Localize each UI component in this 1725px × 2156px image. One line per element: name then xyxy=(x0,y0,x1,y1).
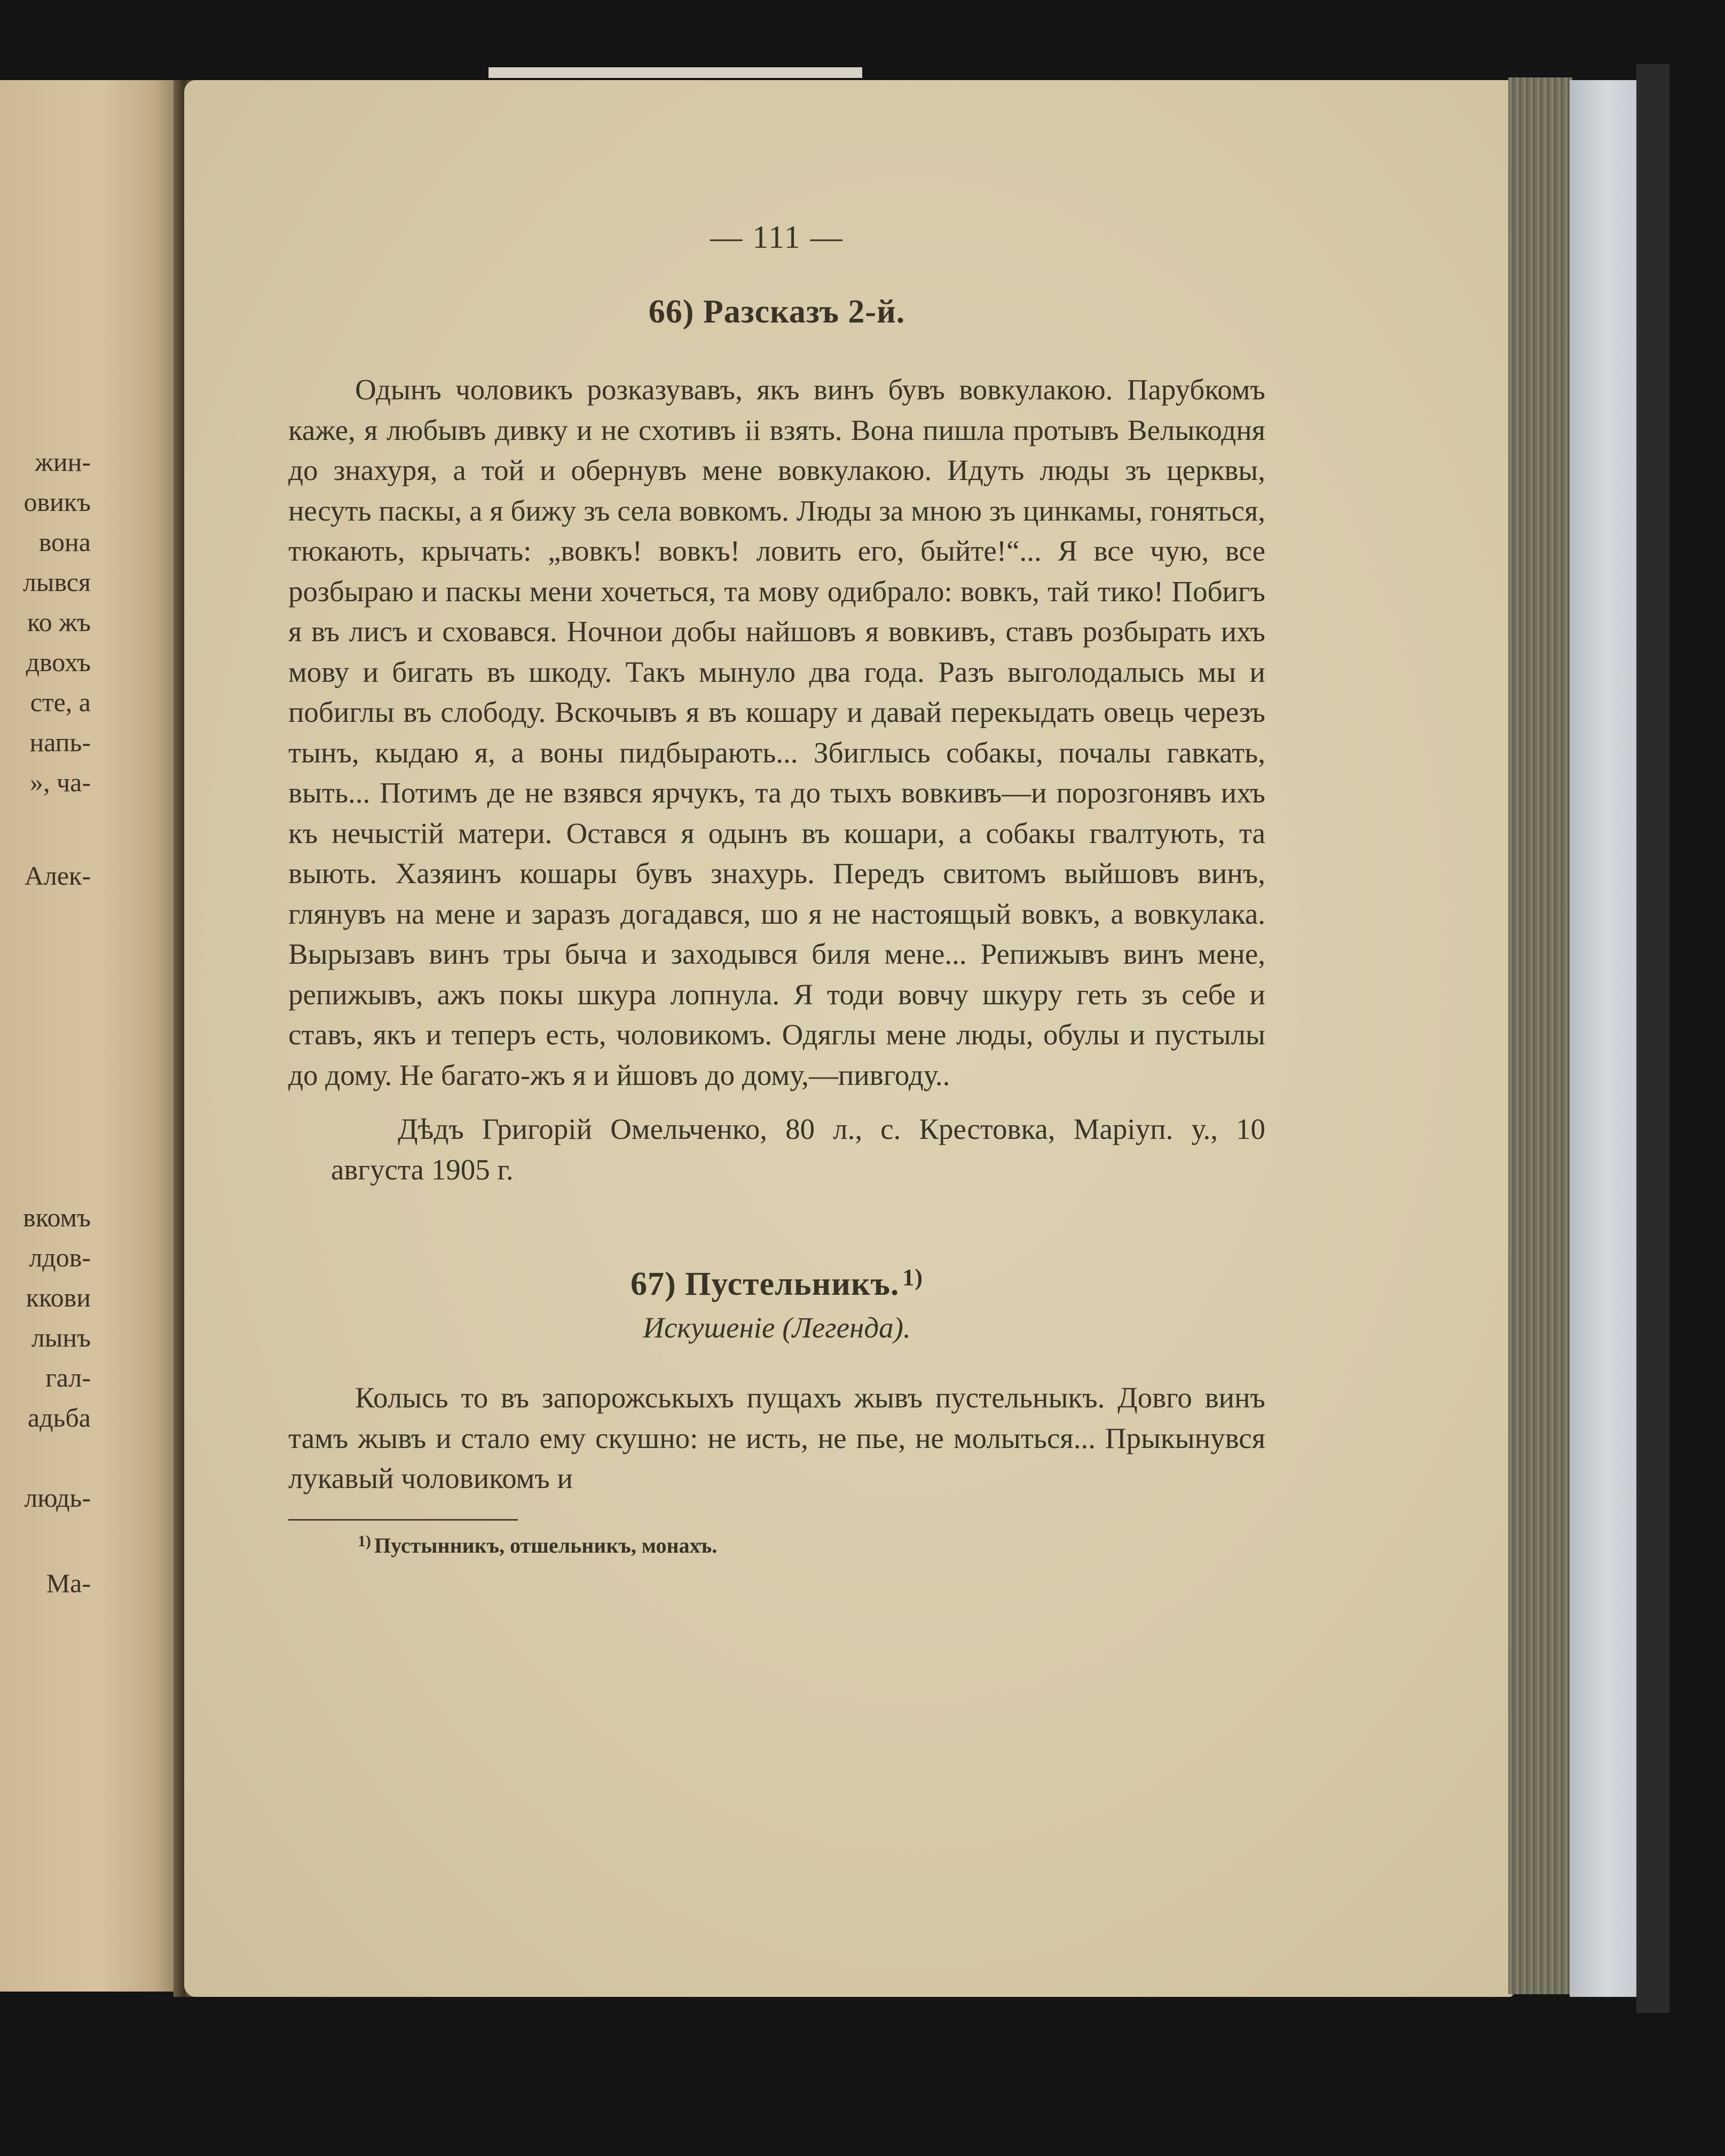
left-page-fragment: вкомъ xyxy=(23,1202,91,1232)
left-page-fragment: жин- xyxy=(35,447,91,477)
story-67-heading: 67) Пустельникъ. xyxy=(631,1266,900,1302)
story-66-heading: 66) Разсказъ 2-й. xyxy=(648,294,905,330)
left-page-fragment: », ча- xyxy=(30,767,91,797)
cover-board xyxy=(1570,80,1636,1997)
left-page-fragment: напь- xyxy=(29,727,91,757)
left-page-fragment: ко жъ xyxy=(27,607,91,637)
left-page-fragment: адьба xyxy=(27,1403,91,1433)
story-67-heading-line xyxy=(288,1264,1265,1303)
paper-strip xyxy=(489,67,862,78)
page-edges xyxy=(1508,77,1572,1994)
footnote xyxy=(288,1532,1265,1558)
left-page-fragment: Ма- xyxy=(46,1568,91,1598)
left-page xyxy=(0,80,182,1992)
left-page-fragment: лынъ xyxy=(31,1323,91,1352)
footnote-mark: 1) xyxy=(358,1532,371,1550)
page-content xyxy=(288,219,1265,1558)
page-number: — 111 — xyxy=(710,219,844,255)
left-page-fragment: людь- xyxy=(24,1483,91,1513)
story-67-subtitle: Искушеніе (Легенда). xyxy=(643,1311,911,1344)
left-page-fragment: вона xyxy=(38,527,91,557)
cover-spine xyxy=(1636,64,1669,2013)
footnote-text: Пустынникъ, отшельникъ, монахъ. xyxy=(374,1533,718,1557)
story-66-signature: Дѣдъ Григорій Омельченко, 80 л., с. Крестовка, Маріуп. у., 10 августа 1905 г. xyxy=(331,1113,1265,1186)
story-66-text: Одынъ чоловикъ розказувавъ, якъ винъ бувъ вовкулакою. Парубкомъ каже, я любывъ дивку и не схотивъ ii взять. Вона пишла протывъ Велыкодня до знахуря, а той и обернувъ мене вовкулакою. Идуть люды зъ церквы, несуть паскы, а я бижу зъ села вовкомъ. Люды за мною зъ цинкамы, гоняться, тюкають, крычать: „вовкъ! вовкъ! ловить его, быйте!“... Я все чую, все розбыраю и паскы мени хочеться, та мову одибрало: вовкъ, тай тико! Побигъ я въ лисъ и сховався. Ночнои добы найшовъ я вовкивъ, ставъ розбырать ихъ мову и бигать въ шкоду. Такъ мынуло два года. Разъ выголодалысь мы и побиглы въ слободу. Вскочывъ я въ кошару и давай перекыдать овець черезъ тынъ, кыдаю я, а воны пидбырають... Збиглысь собакы, почалы гавкать, выть... Потимъ де не взявся ярчукъ, та до тыхъ вовкивъ—и порозгонявъ ихъ къ нечыстій матери. Остався я одынъ въ кошари, а собакы гвалтують, та выють. Хазяинъ кошары бувъ знахурь. Передъ свитомъ выйшовъ винъ, глянувъ на мене и заразъ догадався, шо я не настоящый вовкъ, а вовкулака. Вырызавъ винъ тры быча и заходывся биля мене... Репижывъ винъ мене, репижывъ, ажъ покы шкура лопнула. Я тоди вовчу шкуру геть зъ себе и ставъ, якъ и теперъ есть, чоловикомъ. Одяглы мене люды, обулы и пустылы до дому. Не багато-жъ я и йшовъ до дому,—пивгоду.. xyxy=(288,373,1265,1091)
left-page-fragment: лдов- xyxy=(29,1242,91,1272)
left-page-fragment: сте, а xyxy=(30,687,91,717)
left-page-fragment: Алек- xyxy=(24,861,91,891)
footnote-divider xyxy=(288,1519,518,1521)
left-page-fragment: лывся xyxy=(22,567,91,597)
left-page-fragment: ккови xyxy=(26,1282,91,1312)
footnote-reference: 1) xyxy=(902,1264,923,1291)
left-page-fragment: двохъ xyxy=(26,647,91,677)
story-67-text: Колысь то въ запорожськыхъ пущахъ жывъ пустельныкъ. Довго винъ тамъ жывъ и стало ему скушно: не исть, не пье, не молыться... Прыкынувся лукавый чоловикомъ и xyxy=(288,1381,1265,1494)
left-page-fragment: гал- xyxy=(45,1363,91,1392)
left-page-fragment: овикъ xyxy=(23,487,91,517)
